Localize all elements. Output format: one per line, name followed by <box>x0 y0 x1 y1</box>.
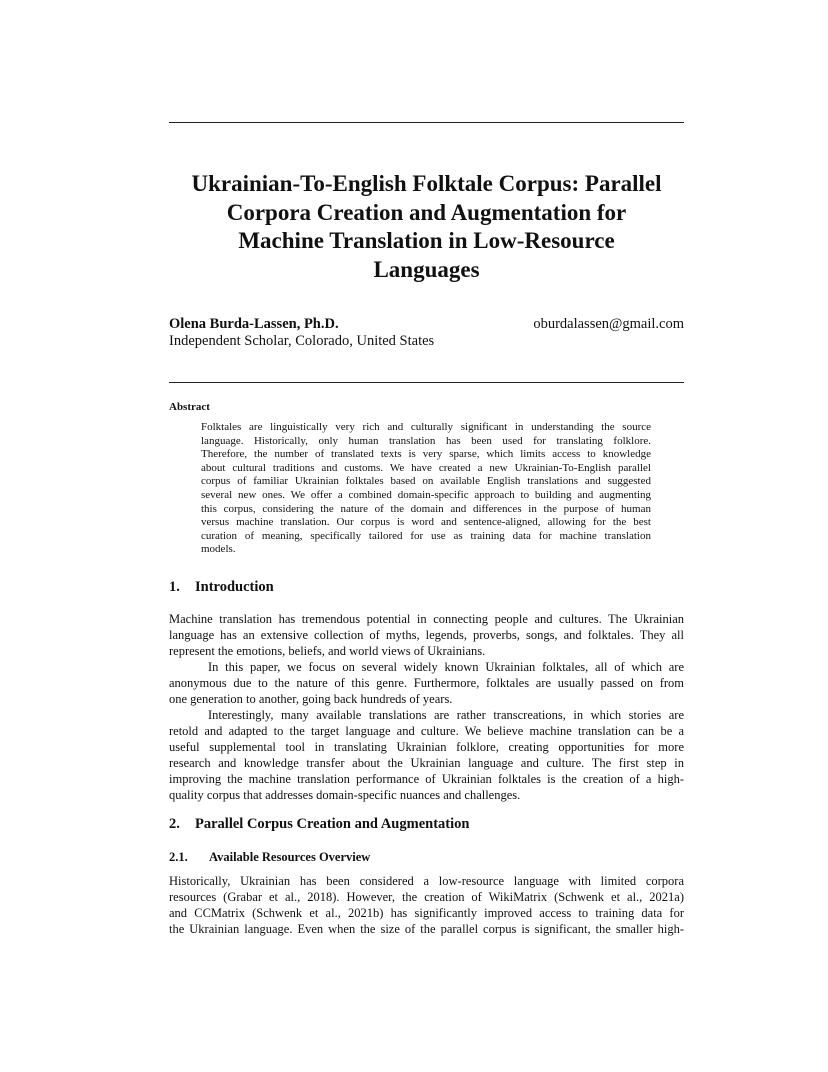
abstract-heading: Abstract <box>169 401 210 413</box>
section-heading-introduction <box>169 579 274 596</box>
subsection-title: Available Resources Overview <box>209 850 371 864</box>
header-bottom-rule <box>169 382 684 383</box>
top-rule <box>169 122 684 123</box>
text-line: and CCMatrix (Schwenk et al., 2021b) has significantly improved access to training data for <box>169 906 684 920</box>
abstract-line: Folktales are linguistically very rich and culturally significant in understanding the source <box>201 421 651 433</box>
text-line: language has an extensive collection of myths, legends, proverbs, songs, and folktales. They all <box>169 628 684 642</box>
abstract-line: language. Historically, only human translation has been used for translating folklore. <box>201 434 651 447</box>
intro-paragraph-3 <box>169 707 684 803</box>
section-heading-parallel-corpus <box>169 816 469 833</box>
abstract-line: corpus of familiar Ukrainian folktales based on available English translations and suggested <box>201 475 651 488</box>
author-row <box>169 316 684 334</box>
section-number: 1. <box>169 579 180 595</box>
text-line: the Ukrainian language. Even when the size of the parallel corpus is significant, the smaller high- <box>169 922 684 936</box>
text-line: useful supplemental tool in translating Ukrainian folklore, creating opportunities for more <box>169 740 684 754</box>
subsection-heading-available-resources <box>169 850 370 865</box>
title-line: Languages <box>373 256 480 282</box>
abstract-body <box>201 421 651 557</box>
author-affiliation: Independent Scholar, Colorado, United States <box>169 333 435 349</box>
section-number: 2. <box>169 816 180 832</box>
text-line: In this paper, we focus on several widely known Ukrainian folktales, all of which are <box>208 660 684 674</box>
text-line: represent the emotions, beliefs, and world views of Ukrainians. <box>169 644 486 658</box>
text-line: improving the machine translation performance of Ukrainian folktales is the creation of a high- <box>169 772 684 786</box>
intro-paragraph-2 <box>169 659 684 707</box>
abstract-line: versus machine translation. Our corpus is word and sentence-aligned, allowing for the best <box>201 516 651 529</box>
text-line: resources (Grabar et al., 2018). However, the creation of WikiMatrix (Schwenk et al., 2021a) <box>169 890 684 904</box>
text-line: anonymous due to the nature of this genre. Furthermore, folktales are usually passed on from <box>169 676 684 690</box>
title-line: Machine Translation in Low-Resource <box>238 228 615 253</box>
paper-title <box>169 170 684 284</box>
intro-paragraph-1 <box>169 611 684 659</box>
paper-page <box>169 0 684 1072</box>
title-line: Corpora Creation and Augmentation for <box>226 199 627 225</box>
text-line: Machine translation has tremendous potential in connecting people and cultures. The Ukrainian <box>169 612 684 626</box>
abstract-line: this corpus, considering the nature of the domain and differences in the purpose of human <box>201 502 651 515</box>
subsection-number: 2.1. <box>169 850 188 864</box>
abstract-line: about cultural traditions and customs. We have created a new Ukrainian-To-English parallel <box>201 461 651 474</box>
title-line: Ukrainian-To-English Folktale Corpus: Parallel <box>191 171 662 196</box>
text-line: Interestingly, many available translations are rather transcreations, in which stories are <box>208 708 684 722</box>
text-line: retold and adapted to the target language and culture. We believe machine translation can be a <box>169 724 684 738</box>
author-email: oburdalassen@gmail.com <box>533 316 684 332</box>
resources-paragraph <box>169 873 684 937</box>
abstract-line: models. <box>201 543 236 556</box>
text-line: one generation to another, going back hundreds of years. <box>169 692 453 706</box>
text-line: Historically, Ukrainian has been considered a low-resource language with limited corpora <box>169 874 684 888</box>
abstract-line: Therefore, the number of translated texts is very sparse, which limits access to knowledge <box>201 448 651 461</box>
section-title: Introduction <box>195 579 274 595</box>
text-line: quality corpus that addresses domain-specific nuances and challenges. <box>169 788 521 802</box>
section-title: Parallel Corpus Creation and Augmentation <box>195 816 470 832</box>
abstract-line: curation of meaning, specifically tailored for use as training data for machine translation <box>201 529 651 542</box>
abstract-line: several new ones. We offer a combined domain-specific approach to building and augmenting <box>201 488 651 501</box>
author-name: Olena Burda-Lassen, Ph.D. <box>169 316 339 332</box>
text-line: research and knowledge transfer about the Ukrainian language and culture. The first step in <box>169 756 684 770</box>
